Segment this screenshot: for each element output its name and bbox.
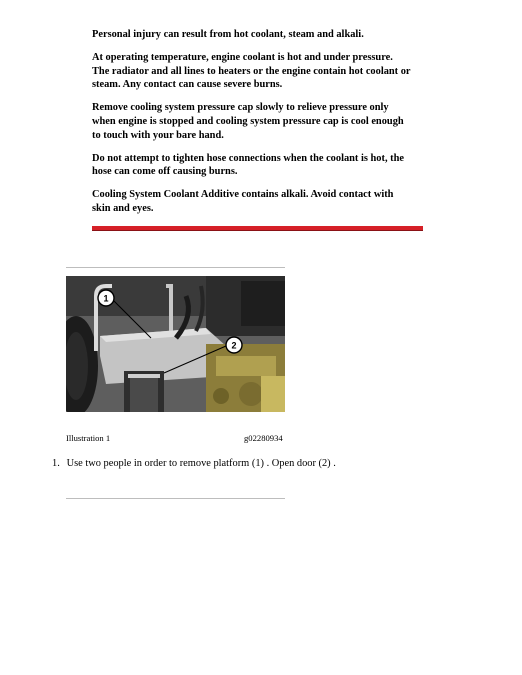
- warning-paragraph: Remove cooling system pressure cap slowly to relieve pressure only when engine is stopped and cooling system pressure cap is cool enough to touch with your bare hand.: [92, 102, 404, 141]
- illustration-photo: [66, 276, 285, 412]
- warning-paragraph: Cooling System Coolant Additive contains alkali. Avoid contact with skin and eyes.: [92, 189, 394, 214]
- safety-warning-block: [92, 28, 432, 225]
- warning-paragraph: Personal injury can result from hot coolant, steam and alkali.: [92, 29, 364, 40]
- step-text: Use two people in order to remove platform (1) . Open door (2) .: [66, 458, 336, 469]
- illustration-caption-label: Illustration 1: [66, 433, 111, 443]
- warning-paragraph: At operating temperature, engine coolant is hot and under pressure. The radiator and all lines to heaters or the engine contain hot coolant or steam. Any contact can cause severe burns.: [92, 52, 411, 91]
- illustration-caption-id: g02280934: [244, 433, 283, 443]
- callout-1-label: 1: [103, 293, 109, 304]
- illustration-top-divider: [66, 267, 285, 268]
- step-number: 1.: [52, 458, 60, 469]
- warning-paragraph: Do not attempt to tighten hose connections when the coolant is hot, the hose can come off causing burns.: [92, 152, 404, 178]
- procedure-step: [52, 457, 336, 470]
- callout-2-marker: [226, 337, 242, 353]
- warning-divider: [92, 226, 423, 231]
- callout-1-marker: [98, 290, 114, 306]
- section-bottom-divider: [66, 498, 285, 499]
- callout-2-label: 2: [231, 340, 237, 351]
